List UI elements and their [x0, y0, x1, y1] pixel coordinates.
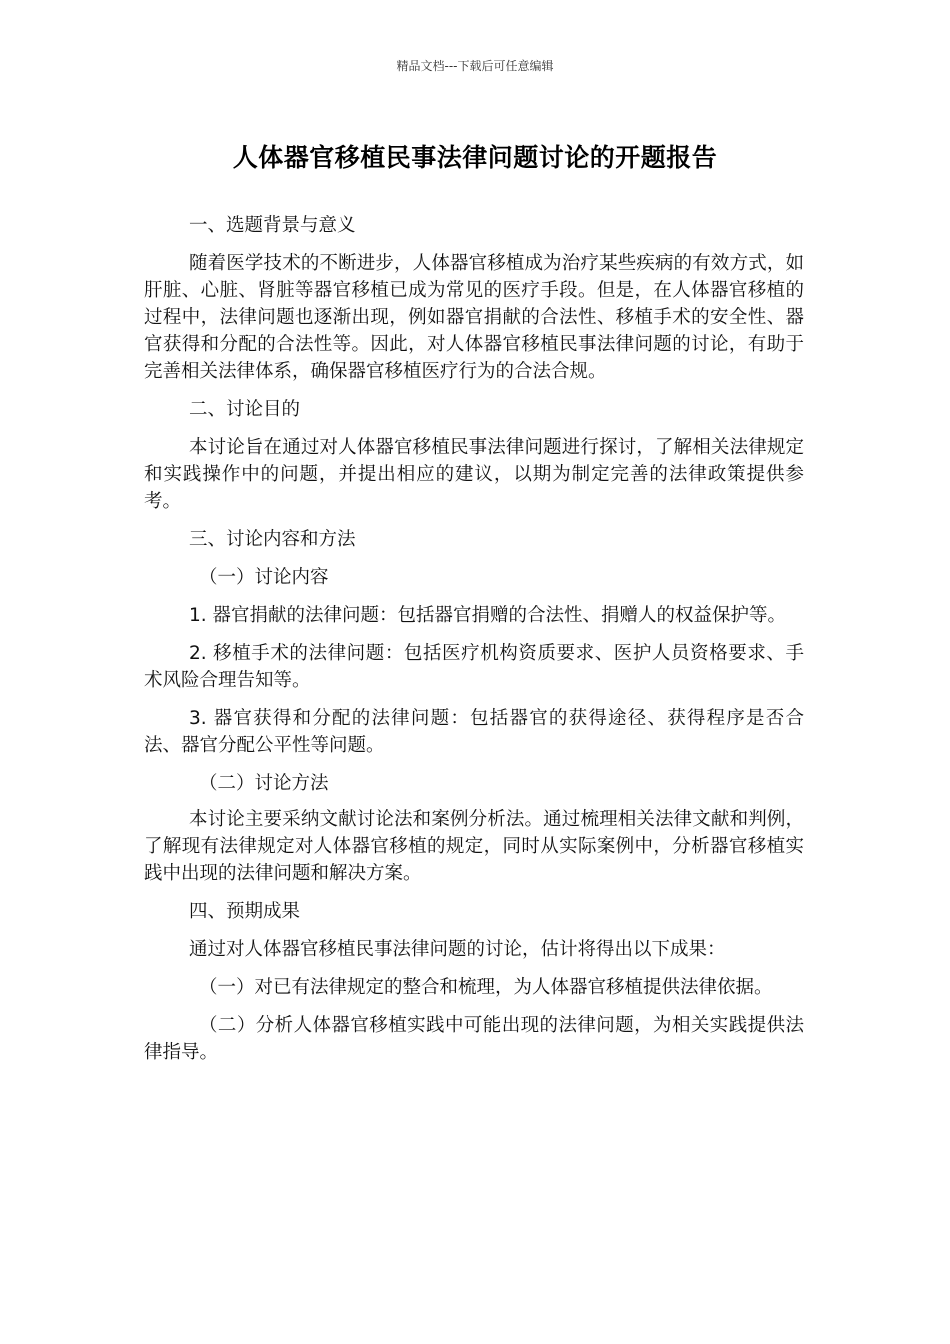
subheading-method: （二）讨论方法 — [199, 773, 329, 794]
header-note: 精品文档---下载后可任意编辑 — [396, 59, 554, 73]
paragraph-method: 本讨论主要采纳文献讨论法和案例分析法。通过梳理相关法律文献和判例，了解现有法律规定对人体器官移植的规定，同时从实际案例中，分析器官移植实践中出现的法律问题和解决方案。 — [144, 809, 804, 884]
section-heading-outcomes: 四、预期成果 — [189, 901, 301, 922]
list-item: 2. 移植手术的法律问题：包括医疗机构资质要求、医护人员资格要求、手术风险合理告知等。 — [144, 643, 804, 691]
paragraph-purpose: 本讨论旨在通过对人体器官移植民事法律问题进行探讨，了解相关法律规定和实践操作中的问题，并提出相应的建议，以期为制定完善的法律政策提供参考。 — [144, 437, 804, 512]
section-heading-content-method: 三、讨论内容和方法 — [189, 529, 356, 550]
outcome-item: （一）对已有法律规定的整合和梳理，为人体器官移植提供法律依据。 — [199, 977, 773, 998]
document-body — [144, 212, 804, 1066]
outcome-item: （二）分析人体器官移植实践中可能出现的法律问题，为相关实践提供法律指导。 — [144, 1015, 804, 1063]
paragraph-background: 随着医学技术的不断进步，人体器官移植成为治疗某些疾病的有效方式，如肝脏、心脏、肾脏等器官移植已成为常见的医疗手段。但是，在人体器官移植的过程中，法律问题也逐渐出现，例如器官捐献的合法性、移植手术的安全性、器官获得和分配的合法性等。因此，对人体器官移植民事法律问题的讨论，有助于完善相关法律体系，确保器官移植医疗行为的合法合规。 — [144, 253, 804, 382]
section-heading-background: 一、选题背景与意义 — [189, 215, 356, 236]
section-heading-purpose: 二、讨论目的 — [189, 399, 301, 420]
document-title: 人体器官移植民事法律问题讨论的开题报告 — [232, 143, 718, 172]
subheading-content: （一）讨论内容 — [199, 567, 329, 588]
paragraph-outcomes-intro: 通过对人体器官移植民事法律问题的讨论，估计将得出以下成果： — [189, 939, 726, 960]
list-item: 3. 器官获得和分配的法律问题：包括器官的获得途径、获得程序是否合法、器官分配公平性等问题。 — [144, 708, 804, 756]
list-item: 1. 器官捐献的法律问题：包括器官捐赠的合法性、捐赠人的权益保护等。 — [189, 605, 787, 626]
